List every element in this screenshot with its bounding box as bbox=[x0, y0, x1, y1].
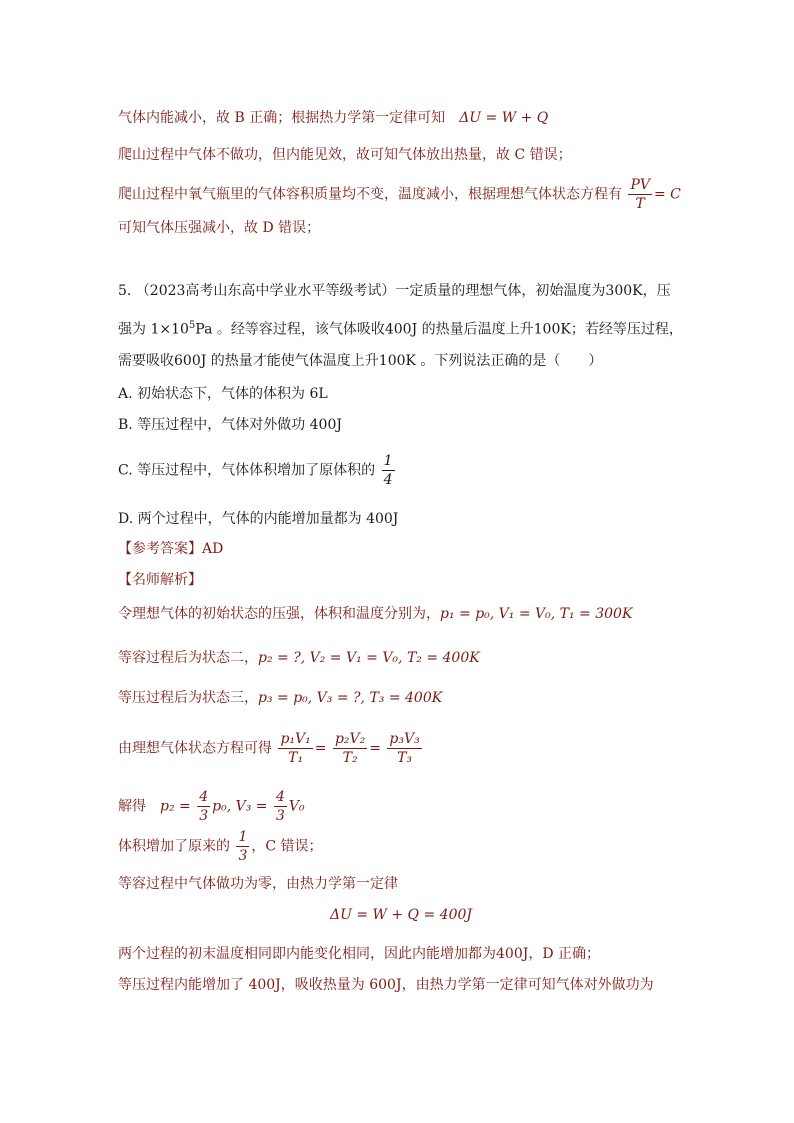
formula-const: = C bbox=[653, 186, 681, 203]
fraction-one-quarter: $\frac{1}{4}$ bbox=[383, 453, 393, 488]
analysis-state-3: 等压过程后为状态三，p₃ = p₀, V₃ = ?, T₃ = 400K bbox=[118, 690, 443, 706]
analysis-state-equation: 由理想气体状态方程可得 $\frac{\text{p₁V₁}}{\text{T₁}}$ = $\frac{\text{p₂V₂}}{\text{T₂}}$ = $\frac{\text{p₃V₃}}{\text{T₃}}$ bbox=[118, 731, 420, 766]
line-d-wrong: 可知气体压强减小，故 D 错误； bbox=[118, 220, 321, 236]
line-b-correct bbox=[118, 108, 548, 128]
analysis-isobaric: 等压过程内能增加了 400J，吸收热量为 600J，由热力学第一定律可知气体对外做功为 bbox=[118, 977, 654, 993]
question-line-1: 5. （2023高考山东高中学业水平等级考试）一定质量的理想气体，初始温度为300K，压 bbox=[118, 283, 671, 299]
analysis-first-law-result: ΔU = W + Q = 400J bbox=[330, 907, 473, 923]
analysis-volume: 体积增加了原来的 $\frac{1}{3}$ ，C 错误； bbox=[118, 829, 323, 864]
line-c-wrong: 爬山过程中气体不做功，但内能见效，故可知气体放出热量，故 C 错误； bbox=[118, 147, 572, 163]
option-a: A. 初始状态下，气体的体积为 6L bbox=[118, 386, 328, 402]
text: 爬山过程中氧气瓶里的气体容积质量均不变，温度减小，根据理想气体状态方程有 bbox=[118, 186, 622, 203]
answer-label: 【参考答案】AD bbox=[118, 541, 224, 557]
analysis-title: 【名师解析】 bbox=[118, 572, 202, 588]
analysis-state-1: 令理想气体的初始状态的压强，体积和温度分别为，p₁ = p₀, V₁ = V₀, T₁ = 300K bbox=[118, 606, 633, 622]
question-line-3: 需要吸收600J 的热量才能使气体温度上升100K 。下列说法正确的是（ ） bbox=[118, 353, 603, 369]
option-c: C. 等压过程中，气体体积增加了原体积的 $\frac{1}{4}$ bbox=[118, 453, 393, 488]
analysis-d-correct: 两个过程的初末温度相同即内能变化相同，因此内能增加都为400J，D 正确； bbox=[118, 946, 601, 962]
fraction-pv-t: $\frac{PV}{T}$ bbox=[630, 177, 650, 212]
option-d: D. 两个过程中，气体的内能增加量都为 400J bbox=[118, 511, 399, 527]
text: 气体内能减小，故 B 正确；根据热力学第一定律可知 bbox=[118, 110, 446, 126]
option-b: B. 等压过程中，气体对外做功 400J bbox=[118, 417, 342, 433]
analysis-solve: 解得 p₂ = $\frac{4}{3}$ p₀, V₃ = $\frac{4}{3}$ V₀ bbox=[118, 789, 305, 824]
question-line-2: 强为 $1\times 10^5Pa$ 。经等容过程，该气体吸收400J 的热量后温度上升100K；若经等压过程， bbox=[118, 320, 683, 338]
analysis-state-2: 等容过程后为状态二，p₂ = ?, V₂ = V₁ = V₀, T₂ = 400K bbox=[118, 650, 480, 666]
formula-first-law: ΔU = W + Q bbox=[459, 110, 549, 126]
line-gas-state bbox=[118, 176, 681, 213]
analysis-isochoric: 等容过程中气体做功为零，由热力学第一定律 bbox=[118, 876, 398, 892]
